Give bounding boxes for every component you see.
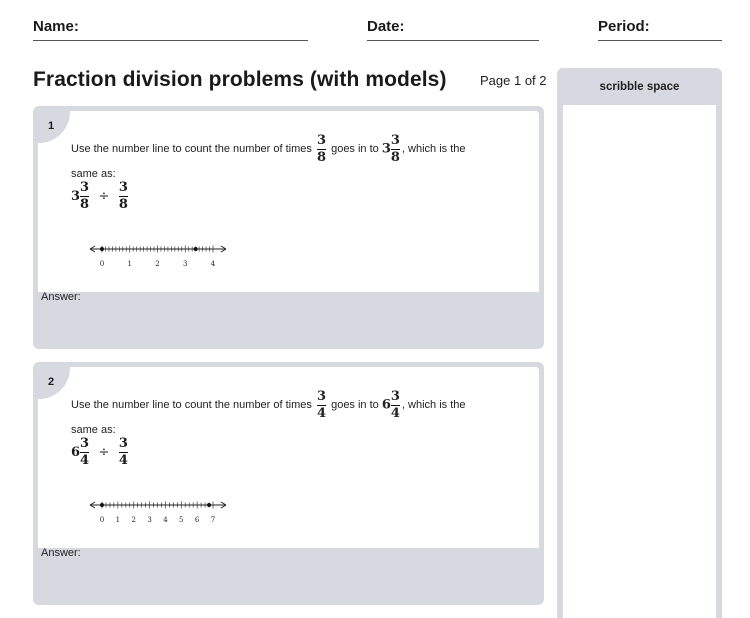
numerator: 3 <box>80 180 90 195</box>
divisor-fraction <box>317 134 326 165</box>
scribble-panel <box>557 68 722 618</box>
numerator: 3 <box>118 436 128 451</box>
marked-point <box>100 247 104 251</box>
date-label: Date: <box>367 18 405 35</box>
dividend-whole: 6 <box>381 397 391 413</box>
denominator: 4 <box>118 452 128 468</box>
text-before: Use the number line to count the number of times <box>71 399 312 412</box>
denominator: 4 <box>316 405 327 421</box>
tick-label: 1 <box>115 516 121 524</box>
tick-label: 2 <box>131 516 136 524</box>
denominator: 4 <box>390 405 400 421</box>
period-label: Period: <box>598 18 650 35</box>
numerator: 3 <box>316 389 327 404</box>
period-line[interactable] <box>598 40 722 41</box>
name-label: Name: <box>33 18 79 35</box>
dividend-fraction <box>391 390 400 421</box>
tick-label: 1 <box>127 260 132 268</box>
tick-label: 0 <box>99 260 105 268</box>
question-card-2 <box>33 362 544 605</box>
text-after: , which is the <box>401 143 466 156</box>
question-number: 2 <box>48 376 55 388</box>
tick-label: 6 <box>194 516 200 524</box>
tick-label: 3 <box>183 260 188 268</box>
question-text <box>71 390 466 421</box>
page-title: Fraction division problems (with models) <box>33 68 447 91</box>
numerator: 3 <box>118 180 128 195</box>
numerator: 3 <box>316 133 327 148</box>
division-expression <box>71 181 130 212</box>
dividend-fraction <box>391 134 400 165</box>
numerator: 3 <box>390 133 400 148</box>
question-body-1 <box>38 111 539 292</box>
denominator: 8 <box>316 149 327 165</box>
answer-label: Answer: <box>41 291 81 303</box>
question-card-1 <box>33 106 544 349</box>
dividend-whole: 3 <box>71 188 81 204</box>
divisor-fraction <box>119 181 128 212</box>
question-body-2 <box>38 367 539 548</box>
tick-label: 2 <box>155 260 160 268</box>
dividend-fraction <box>80 181 89 212</box>
question-text-line2: same as: <box>71 168 116 180</box>
denominator: 8 <box>80 196 90 212</box>
page-indicator: Page 1 of 2 <box>480 73 547 88</box>
dividend-whole: 3 <box>381 141 391 157</box>
text-before: Use the number line to count the number of times <box>71 143 312 156</box>
denominator: 4 <box>80 452 90 468</box>
name-line[interactable] <box>33 40 308 41</box>
divisor-fraction <box>317 390 326 421</box>
scribble-label: scribble space <box>599 81 680 93</box>
numerator: 3 <box>80 436 90 451</box>
division-sign: ÷ <box>98 444 110 460</box>
numerator: 3 <box>390 389 400 404</box>
division-sign: ÷ <box>98 188 110 204</box>
text-mid: goes in to <box>331 143 379 156</box>
tick-label: 4 <box>163 516 168 524</box>
tick-label: 3 <box>147 516 152 524</box>
denominator: 8 <box>118 196 128 212</box>
answer-label: Answer: <box>41 547 81 559</box>
tick-label: 7 <box>210 516 216 524</box>
dividend-fraction <box>80 437 89 468</box>
tick-label: 5 <box>179 516 184 524</box>
question-text-line2: same as: <box>71 424 116 436</box>
scribble-area[interactable] <box>563 105 716 618</box>
number-line <box>88 239 228 271</box>
denominator: 8 <box>390 149 400 165</box>
marked-point <box>100 503 104 507</box>
tick-label: 0 <box>99 516 105 524</box>
marked-point <box>194 247 198 251</box>
date-line[interactable] <box>367 40 539 41</box>
tick-label: 4 <box>210 260 216 268</box>
number-line <box>88 495 228 527</box>
question-text <box>71 134 466 165</box>
divisor-fraction <box>119 437 128 468</box>
text-after: , which is the <box>401 399 466 412</box>
dividend-whole: 6 <box>71 444 81 460</box>
marked-point <box>207 503 211 507</box>
text-mid: goes in to <box>331 399 379 412</box>
question-number: 1 <box>48 120 55 132</box>
division-expression <box>71 437 130 468</box>
